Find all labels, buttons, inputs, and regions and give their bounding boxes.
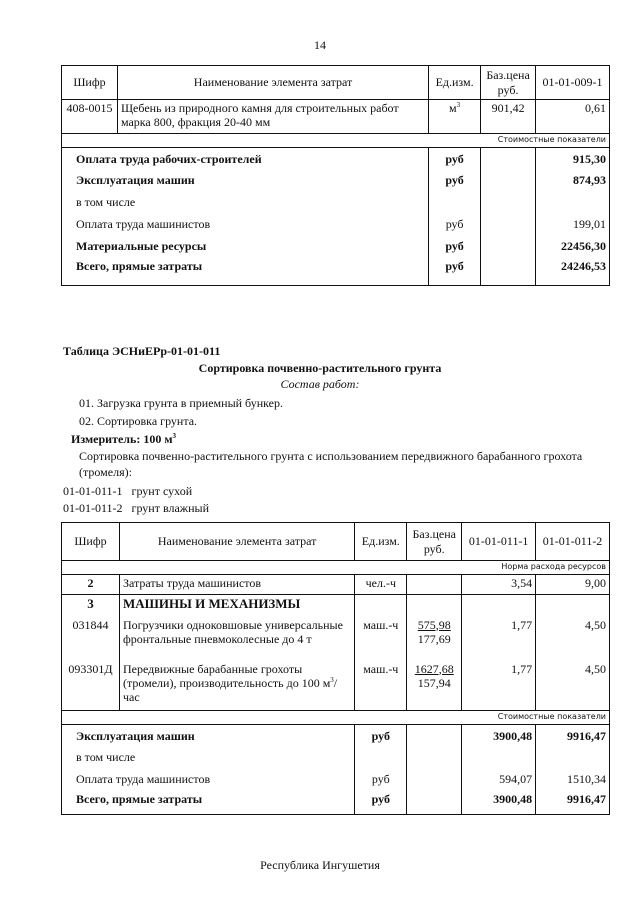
col-unit-header: Ед.изм. (355, 523, 407, 561)
col-variant-2-header: 01-01-011-2 (536, 523, 610, 561)
total-price (407, 791, 462, 815)
total-row (62, 791, 610, 815)
cost-indicators-label: Стоимостные показатели (62, 134, 610, 148)
total-unit: руб (355, 725, 407, 747)
machine-name: Передвижные барабанные грохоты (тромели), производительность до 100 $м^3$/час (119, 661, 354, 711)
row-code: 2 (62, 575, 120, 595)
resource-table-1 (61, 65, 610, 286)
total-row (62, 148, 610, 170)
total-unit: руб (429, 148, 481, 170)
total-value: 874,93 (536, 170, 610, 192)
total-row (62, 214, 610, 236)
total-label: Оплата труда машинистов (62, 214, 429, 236)
total-row (62, 170, 610, 192)
footer: Республика Ингушетия (260, 858, 380, 872)
col-variant-header: 01-01-009-1 (536, 66, 610, 100)
total-label: Эксплуатация машин (62, 725, 355, 747)
total-label: Материальные ресурсы (62, 236, 429, 258)
table-title: Таблица ЭСНиЕРр-01-01-011 (63, 344, 221, 358)
col-name-header: Наименование элемента затрат (117, 66, 428, 100)
total-price (407, 747, 462, 769)
total-label: в том числе (62, 747, 355, 769)
total-price (407, 725, 462, 747)
total-unit (429, 192, 481, 214)
section-heading: Сортировка почвенно-растительного грунта (198, 361, 442, 375)
cost-indicators-label: Стоимостные показатели (62, 711, 610, 725)
total-label: Оплата труда рабочих-строителей (62, 148, 429, 170)
total-value-2: 9916,47 (536, 791, 610, 815)
machine-value-1: 1,77 (462, 661, 536, 711)
resource-table-2 (61, 522, 610, 815)
norm-label: Норма расхода ресурсов (62, 561, 610, 575)
machine-price: 575,98 177,69 (407, 617, 462, 661)
total-row (62, 769, 610, 791)
col-code-header: Шифр (62, 523, 120, 561)
total-value-1: 3900,48 (462, 791, 536, 815)
machine-value-1: 1,77 (462, 617, 536, 661)
row-unit: $м^3$ (429, 100, 481, 134)
machine-value-2: 4,50 (536, 661, 610, 711)
meter: Измеритель: 100 $м^3$ (71, 432, 177, 446)
row-name: Щебень из природного камня для строительных работ марка 800, фракция 20-40 мм (117, 100, 428, 134)
total-value-2 (536, 747, 610, 769)
row-name: Затраты труда машинистов (119, 575, 354, 595)
total-price (481, 258, 536, 286)
row-price (407, 575, 462, 595)
col-name-header: Наименование элемента затрат (119, 523, 354, 561)
machine-unit: маш.-ч (355, 617, 407, 661)
group-code: 3 (62, 595, 120, 617)
total-price (481, 192, 536, 214)
row-value-1: 3,54 (462, 575, 536, 595)
total-value-2: 1510,34 (536, 769, 610, 791)
variant-2: 01-01-011-2 грунт влажный (63, 501, 209, 515)
row-unit: чел.-ч (355, 575, 407, 595)
total-unit: руб (429, 236, 481, 258)
work-item-1: 01. Загрузка грунта в приемный бункер. (79, 396, 283, 410)
col-price-header: Баз.цена руб. (407, 523, 462, 561)
total-unit: руб (355, 791, 407, 815)
total-value-2: 9916,47 (536, 725, 610, 747)
total-label: Эксплуатация машин (62, 170, 429, 192)
total-row (62, 747, 610, 769)
total-unit: руб (355, 769, 407, 791)
total-unit (355, 747, 407, 769)
total-unit: руб (429, 214, 481, 236)
total-value: 22456,30 (536, 236, 610, 258)
variant-1: 01-01-011-1 грунт сухой (63, 484, 193, 498)
total-value-1 (462, 747, 536, 769)
total-label: Всего, прямые затраты (62, 258, 429, 286)
machine-unit: маш.-ч (355, 661, 407, 711)
total-label: в том числе (62, 192, 429, 214)
machine-code: 093301Д (62, 661, 120, 711)
total-value-1: 3900,48 (462, 725, 536, 747)
machine-code: 031844 (62, 617, 120, 661)
total-row (62, 258, 610, 286)
total-price (481, 148, 536, 170)
col-price-header: Баз.цена руб. (481, 66, 536, 100)
row-code: 408-0015 (62, 100, 118, 134)
machine-value-2: 4,50 (536, 617, 610, 661)
row-value: 0,61 (536, 100, 610, 134)
total-value: 915,30 (536, 148, 610, 170)
total-label: Всего, прямые затраты (62, 791, 355, 815)
section-description: Сортировка почвенно-растительного грунта с использованием передвижного барабанного грохота (тромеля): (79, 449, 583, 479)
total-value-1: 594,07 (462, 769, 536, 791)
works-title: Состав работ: (280, 377, 360, 391)
work-item-2: 02. Сортировка грунта. (79, 414, 198, 428)
group-name: МАШИНЫ И МЕХАНИЗМЫ (119, 595, 354, 617)
machine-price: 1627,68 157,94 (407, 661, 462, 711)
total-row (62, 725, 610, 747)
total-row (62, 236, 610, 258)
col-unit-header: Ед.изм. (429, 66, 481, 100)
total-unit: руб (429, 170, 481, 192)
total-label: Оплата труда машинистов (62, 769, 355, 791)
col-variant-1-header: 01-01-011-1 (462, 523, 536, 561)
row-price: 901,42 (481, 100, 536, 134)
total-unit: руб (429, 258, 481, 286)
total-price (481, 236, 536, 258)
total-value (536, 192, 610, 214)
machine-name: Погрузчики одноковшовые универсальные фронтальные пневмоколесные до 4 т (119, 617, 354, 661)
page-number: 14 (314, 38, 326, 52)
total-price (481, 170, 536, 192)
col-code-header: Шифр (62, 66, 118, 100)
row-value-2: 9,00 (536, 575, 610, 595)
total-price (481, 214, 536, 236)
total-row (62, 192, 610, 214)
total-price (407, 769, 462, 791)
total-value: 24246,53 (536, 258, 610, 286)
total-value: 199,01 (536, 214, 610, 236)
